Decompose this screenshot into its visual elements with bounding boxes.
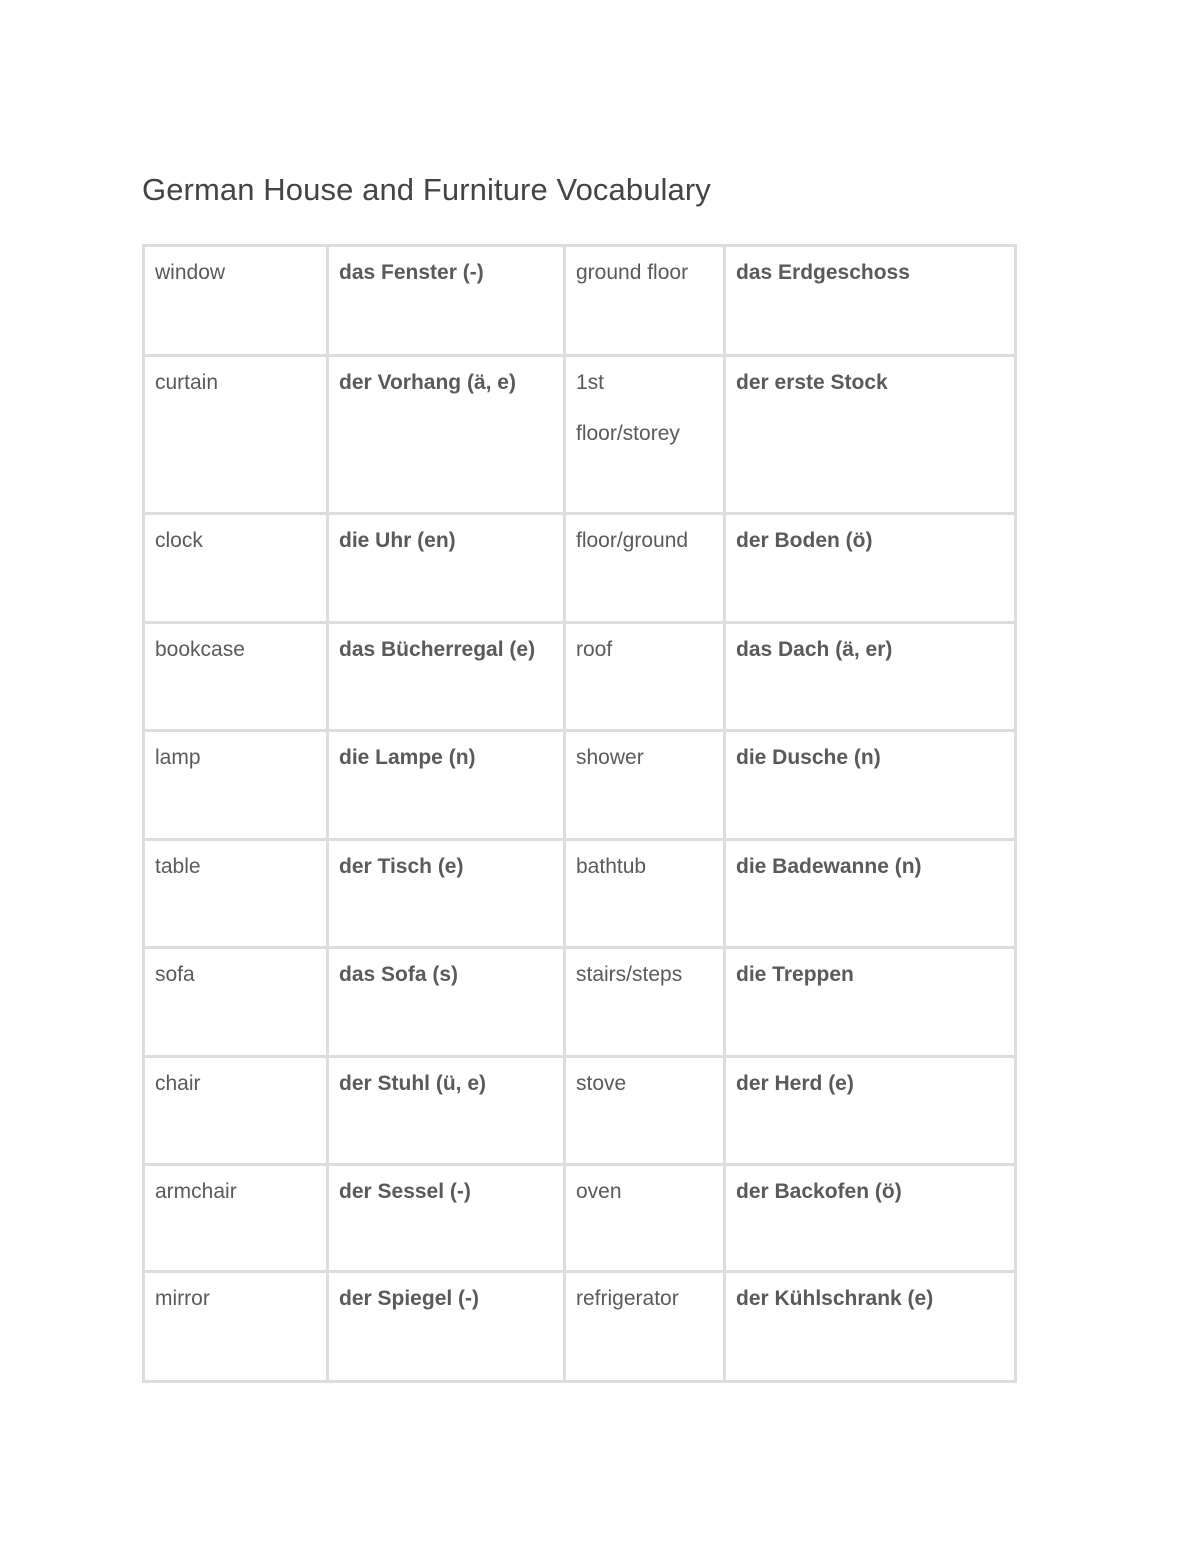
english-word-cell: floor/ground xyxy=(565,514,725,623)
table-row xyxy=(144,948,1016,1057)
english-word-cell: roof xyxy=(565,623,725,731)
german-word-cell: der Backofen (ö) xyxy=(725,1165,1016,1272)
german-word-cell: der Spiegel (-) xyxy=(328,1272,565,1382)
table-row xyxy=(144,731,1016,840)
german-word-cell: die Treppen xyxy=(725,948,1016,1057)
english-word-cell: shower xyxy=(565,731,725,840)
german-word-cell: die Badewanne (n) xyxy=(725,840,1016,948)
german-word-cell: der Stuhl (ü, e) xyxy=(328,1057,565,1165)
english-word-cell: lamp xyxy=(144,731,328,840)
german-word-cell: der Boden (ö) xyxy=(725,514,1016,623)
german-word-cell: der erste Stock xyxy=(725,356,1016,514)
german-word-cell: das Fenster (-) xyxy=(328,246,565,356)
english-word-cell: table xyxy=(144,840,328,948)
english-word-cell: oven xyxy=(565,1165,725,1272)
german-word-cell: die Lampe (n) xyxy=(328,731,565,840)
german-word-cell: der Sessel (-) xyxy=(328,1165,565,1272)
german-word-cell: das Erdgeschoss xyxy=(725,246,1016,356)
german-word-cell: das Bücherregal (e) xyxy=(328,623,565,731)
english-word-cell: bathtub xyxy=(565,840,725,948)
german-word-cell: das Sofa (s) xyxy=(328,948,565,1057)
table-row xyxy=(144,1165,1016,1272)
english-word-cell: ground floor xyxy=(565,246,725,356)
german-word-cell: die Uhr (en) xyxy=(328,514,565,623)
german-word-cell: der Kühlschrank (e) xyxy=(725,1272,1016,1382)
english-word-cell: stove xyxy=(565,1057,725,1165)
table-row xyxy=(144,840,1016,948)
table-row xyxy=(144,514,1016,623)
english-word-cell: window xyxy=(144,246,328,356)
table-row xyxy=(144,1057,1016,1165)
english-word-cell: refrigerator xyxy=(565,1272,725,1382)
german-word-cell: das Dach (ä, er) xyxy=(725,623,1016,731)
english-word-cell: armchair xyxy=(144,1165,328,1272)
german-word-cell: der Herd (e) xyxy=(725,1057,1016,1165)
table-row xyxy=(144,356,1016,514)
table-row xyxy=(144,623,1016,731)
english-word-cell: clock xyxy=(144,514,328,623)
english-word-cell: mirror xyxy=(144,1272,328,1382)
english-word-cell: 1st floor/storey xyxy=(565,356,725,514)
english-word-cell: sofa xyxy=(144,948,328,1057)
table-row xyxy=(144,246,1016,356)
english-word-cell: chair xyxy=(144,1057,328,1165)
table-row xyxy=(144,1272,1016,1382)
german-word-cell: der Vorhang (ä, e) xyxy=(328,356,565,514)
english-word-cell: bookcase xyxy=(144,623,328,731)
english-word-cell: curtain xyxy=(144,356,328,514)
german-word-cell: der Tisch (e) xyxy=(328,840,565,948)
page-title: German House and Furniture Vocabulary xyxy=(142,172,711,207)
german-word-cell: die Dusche (n) xyxy=(725,731,1016,840)
vocabulary-table xyxy=(142,244,1017,1383)
english-word-cell: stairs/steps xyxy=(565,948,725,1057)
